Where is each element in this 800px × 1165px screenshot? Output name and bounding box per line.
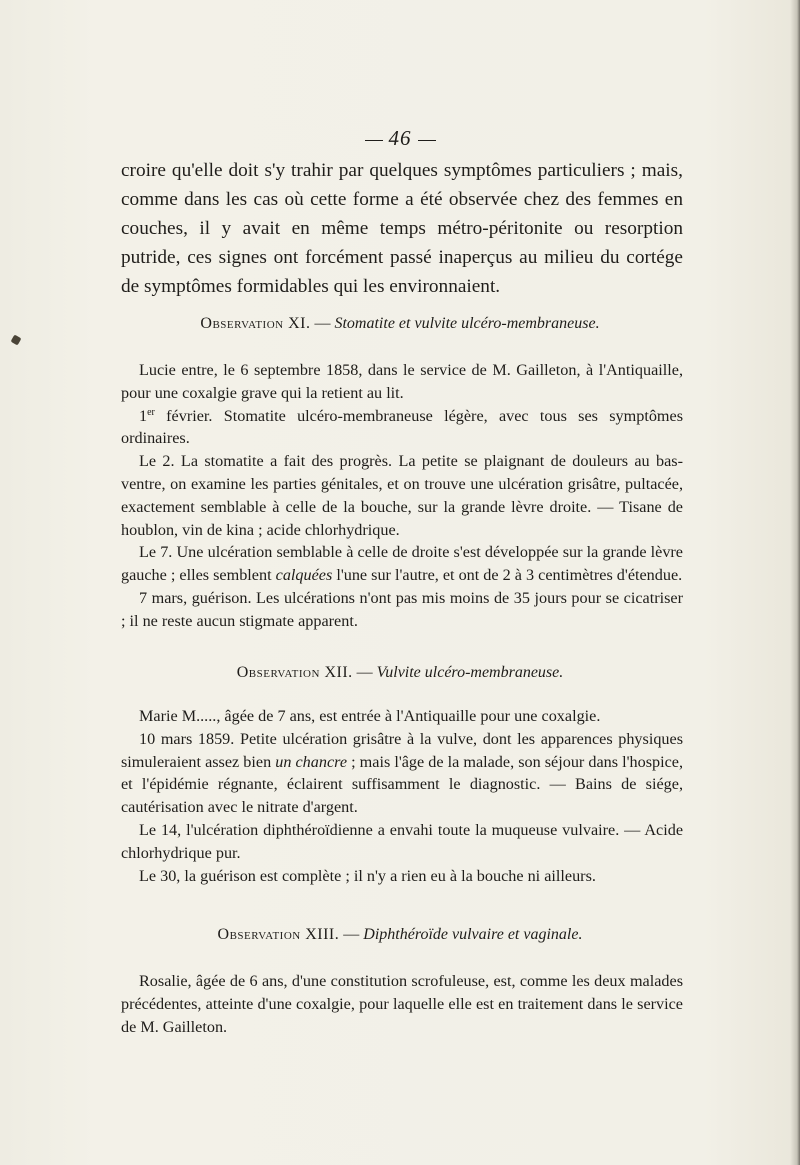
observation-12-number: Observation XII. — [236, 664, 353, 681]
page-number-value: 46 — [388, 126, 412, 150]
observation-11-paragraph-5: 7 mars, guérison. Les ulcérations n'ont pas mis moins de 35 jours pour se cicatriser ; il ne reste aucun stigmate apparent. — [121, 588, 683, 630]
italic-phrase-chancre: un chancre — [275, 752, 348, 771]
observation-12-paragraph-2-end: ; mais l'âge de la malade, son séjour dans l'hospice, et l'épidémie régnante, éclairent suffisamment le diagnostic. — Bains de siége, cautérisation avec le nitrate d'argent. — [121, 752, 684, 817]
observation-13-title: Diphthéroïde vulvaire et vaginale. — [363, 926, 583, 943]
observation-13-heading — [0, 926, 800, 944]
page-number-dash-left — [365, 140, 383, 141]
observation-12-paragraph-2-start: 10 mars 1859. Petite ulcération grisâtre à la vulve, dont les apparences physiques simuleraient assez bien — [121, 729, 683, 771]
page-edge-shadow — [790, 0, 800, 1165]
italic-word-calquees: calquées — [275, 566, 333, 585]
observation-11-body — [121, 359, 683, 633]
observation-12-paragraph-4: Le 30, la guérison est complète ; il n'y a rien eu à la bouche ni ailleurs. — [139, 866, 596, 885]
observation-11-title: Stomatite et vulvite ulcéro-membraneuse. — [334, 315, 600, 332]
observation-11-paragraph-4-end: l'une sur l'autre, et ont de 2 à 3 centimètres d'étendue. — [336, 566, 683, 585]
observation-13-dash: — — [343, 926, 360, 943]
observation-12-title: Vulvite ulcéro-membraneuse. — [376, 664, 564, 681]
observation-12-paragraph-3: Le 14, l'ulcération diphthéroïdienne a envahi toute la muqueuse vulvaire. — Acide chlorhydrique pur. — [121, 820, 683, 862]
observation-12-dash: — — [356, 664, 373, 681]
observation-11-paragraph-4 — [121, 541, 683, 587]
observation-11-paragraph-1: Lucie entre, le 6 septembre 1858, dans le service de M. Gailleton, à l'Antiquaille, pour une coxalgie grave qui la retient au lit. — [121, 361, 683, 402]
observation-11-dash: — — [314, 315, 331, 332]
observation-11-paragraph-4-start: Le 7. Une ulcération semblable à celle de droite s'est développée sur la grande lèvre gauche ; elles semblent — [121, 543, 683, 585]
page-number-dash-right — [418, 140, 436, 141]
day-ordinal-suffix: er — [147, 406, 155, 418]
observation-13-body — [121, 970, 683, 1038]
observation-11-number: Observation XI. — [200, 315, 311, 332]
intro-text: croire qu'elle doit s'y trahir par quelques symptômes particuliers ; mais, comme dans les cas où cette forme a été observée chez des femmes en couches, il y avait en même temps métro-péritonite ou resorption putride, ces signes ont forcément passé inaperçus au milieu du cortége de symptômes formidables qui les environnaient. — [121, 160, 683, 297]
observation-11-heading — [0, 315, 800, 333]
page-number — [0, 126, 800, 151]
observation-12-body — [121, 705, 683, 887]
observation-13-paragraph-1: Rosalie, âgée de 6 ans, d'une constitution scrofuleuse, est, comme les deux malades précédentes, atteinte d'une coxalgie, pour laquelle elle est en traitement dans le service de M. Gailleton. — [121, 972, 683, 1036]
observation-13-number: Observation XIII. — [217, 926, 340, 943]
observation-12-paragraph-1: Marie M....., âgée de 7 ans, est entrée à l'Antiquaille pour une coxalgie. — [139, 707, 601, 725]
observation-11-paragraph-3: Le 2. La stomatite a fait des progrès. La petite se plaignant de douleurs au bas-ventre, on examine les parties génitales, et on trouve une ulcération grisâtre, pultacée, exactement semblable à celle de la bouche, sur la grande lèvre droite. — Tisane de houblon, vin de kina ; acide chlorhydrique. — [121, 452, 683, 539]
observation-11-paragraph-2-text: février. Stomatite ulcéro-membraneuse légère, avec tous ses symptômes ordinaires. — [121, 406, 684, 448]
observation-12-heading — [0, 664, 800, 682]
ink-speck — [11, 335, 22, 346]
intro-paragraph — [121, 156, 683, 301]
observation-11-paragraph-2 — [121, 405, 683, 451]
day-number: 1 — [139, 406, 148, 425]
observation-12-paragraph-2 — [121, 728, 683, 819]
